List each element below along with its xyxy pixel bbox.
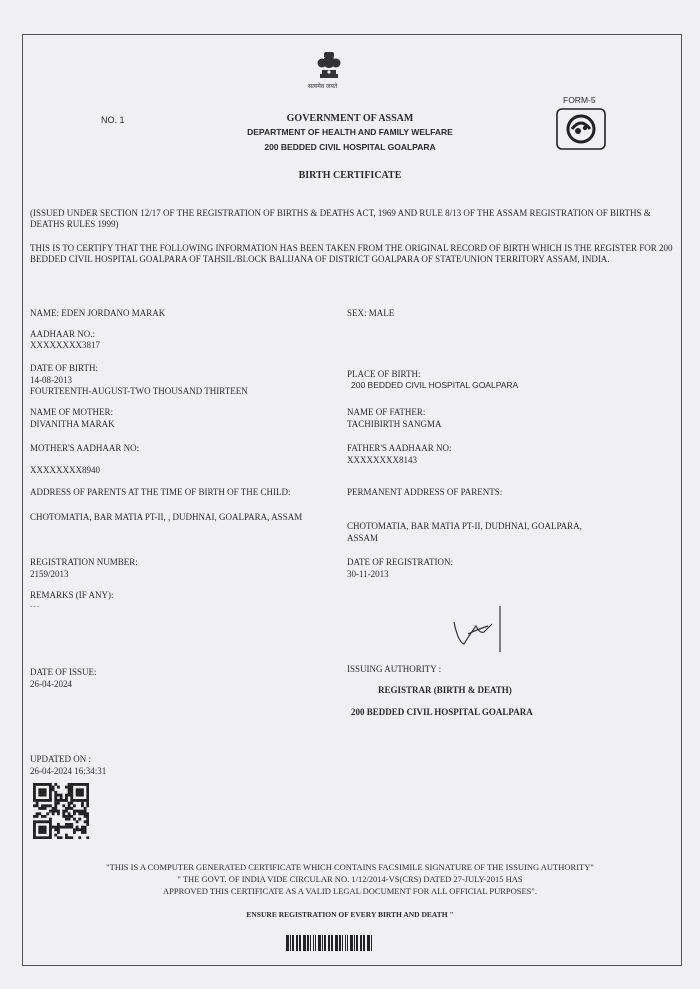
aadhaar-label: AADHAAR NO.: — [30, 329, 95, 339]
form-number: FORM-5 — [563, 95, 596, 105]
remarks-label: REMARKS (IF ANY): — [30, 590, 114, 600]
barcode-icon — [286, 935, 372, 951]
registration-date-value: 30-11-2013 — [347, 569, 389, 579]
certificate-title: BIRTH CERTIFICATE — [298, 170, 402, 181]
date-of-issue-label: DATE OF ISSUE: — [30, 667, 97, 677]
father-aadhaar-value: XXXXXXXX8143 — [347, 455, 417, 465]
certificate-number: NO. 1 — [101, 115, 125, 125]
footer-line-1: "THIS IS A COMPUTER GENERATED CERTIFICATE WHICH CONTAINS FACSIMILE SIGNATURE OF THE ISSUING AUTHORITY" — [106, 862, 594, 872]
address-permanent-line2: ASSAM — [347, 533, 379, 543]
child-name: NAME: EDEN JORDANO MARAK — [30, 308, 166, 318]
mother-aadhaar-value: XXXXXXXX8940 — [30, 465, 100, 475]
footer-line-3: APPROVED THIS CERTIFICATE AS A VALID LEGAL DOCUMENT FOR ALL OFFICIAL PURPOSES". — [162, 886, 538, 896]
hospital-title: 200 BEDDED CIVIL HOSPITAL GOALPARA — [264, 142, 436, 152]
mother-name-value: DIVANITHA MARAK — [30, 419, 115, 429]
address-birth-value: CHOTOMATIA, BAR MATIA PT-II, , DUDHNAI, GOALPARA, ASSAM — [30, 512, 303, 522]
issuing-authority-label: ISSUING AUTHORITY : — [347, 664, 442, 674]
signature-icon — [450, 604, 510, 656]
father-aadhaar-label: FATHER'S AADHAAR NO: — [347, 443, 452, 453]
address-permanent-line1: CHOTOMATIA, BAR MATIA PT-II, DUDHNAI, GOALPARA, — [347, 521, 582, 531]
issuing-authority-name: REGISTRAR (BIRTH & DEATH) — [378, 685, 512, 695]
aadhaar-value: XXXXXXXX3817 — [30, 340, 100, 350]
remarks-value: - - - — [30, 604, 39, 610]
issuing-authority-hospital: 200 BEDDED CIVIL HOSPITAL GOALPARA — [351, 707, 533, 717]
certify-text: THIS IS TO CERTIFY THAT THE FOLLOWING INFORMATION HAS BEEN TAKEN FROM THE ORIGINAL RECORD OF BIRTH WHICH IS THE REGISTER FOR 200 BEDDED CIVIL HOSPITAL GOALPARA OF TAHSIL/BLOCK BALIJANA OF DISTRICT GOALPARA OF STATE/UNION TERRITORY ASSAM, INDIA. — [30, 243, 673, 264]
registration-number-label: REGISTRATION NUMBER: — [30, 557, 138, 567]
updated-on-value: 26-04-2024 16:34:31 — [30, 766, 107, 776]
sex: SEX: MALE — [347, 308, 395, 318]
national-emblem-icon — [312, 48, 346, 82]
emblem-caption: सत्यमेव जयते — [308, 84, 338, 90]
mother-name-label: NAME OF MOTHER: — [30, 407, 114, 417]
address-permanent-label: PERMANENT ADDRESS OF PARENTS: — [347, 487, 503, 497]
address-birth-label: ADDRESS OF PARENTS AT THE TIME OF BIRTH OF THE CHILD: — [30, 487, 291, 497]
qr-code-icon — [33, 783, 89, 839]
department-title: DEPARTMENT OF HEALTH AND FAMILY WELFARE — [247, 127, 453, 137]
father-name-value: TACHIBIRTH SANGMA — [347, 419, 442, 429]
registration-date-label: DATE OF REGISTRATION: — [347, 557, 454, 567]
footer-line-2: " THE GOVT. OF INDIA VIDE CIRCULAR NO. 1/12/2014-VS(CRS) DATED 27-JULY-2015 HAS — [177, 874, 523, 884]
issued-under-text: (ISSUED UNDER SECTION 12/17 OF THE REGISTRATION OF BIRTHS & DEATHS ACT, 1969 AND RULE 8/13 OF THE ASSAM REGISTRATION OF BIRTHS & DEATHS RULES 1999) — [30, 208, 651, 229]
registration-number-value: 2159/2013 — [30, 569, 69, 579]
father-name-label: NAME OF FATHER: — [347, 407, 426, 417]
mother-aadhaar-label: MOTHER'S AADHAAR NO: — [30, 443, 140, 453]
date-of-issue-value: 26-04-2024 — [30, 679, 72, 689]
pob-label: PLACE OF BIRTH: — [347, 369, 421, 379]
pob-value: 200 BEDDED CIVIL HOSPITAL GOALPARA — [351, 380, 519, 390]
dob-value: 14-08-2013 — [30, 375, 72, 385]
health-logo-icon — [556, 108, 606, 150]
government-title: GOVERNMENT OF ASSAM — [286, 113, 414, 124]
dob-label: DATE OF BIRTH: — [30, 363, 98, 373]
dob-words: FOURTEENTH-AUGUST-TWO THOUSAND THIRTEEN — [30, 386, 248, 396]
updated-on-label: UPDATED ON : — [30, 754, 92, 764]
slogan: ENSURE REGISTRATION OF EVERY BIRTH AND DEATH " — [246, 910, 454, 919]
